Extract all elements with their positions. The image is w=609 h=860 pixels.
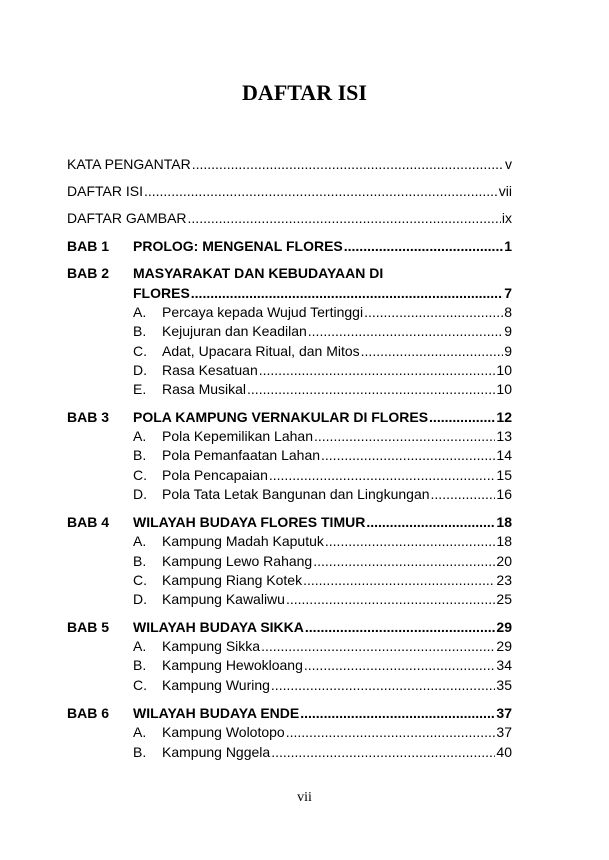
section-page: 15: [496, 467, 512, 483]
chapter-title: POLA KAMPUNG VERNAKULAR DI FLORES: [133, 409, 429, 425]
leader-dots: [314, 427, 495, 445]
toc-section[interactable]: [162, 446, 512, 464]
leader-dots: [192, 155, 504, 173]
section-letter: A.: [133, 724, 147, 740]
chapter-page: 12: [496, 409, 512, 425]
section-letter: C.: [133, 467, 147, 483]
toc-section[interactable]: [162, 380, 512, 398]
toc-section[interactable]: [162, 303, 512, 321]
section-title: Pola Pencapaian: [162, 467, 268, 483]
chapter-code: BAB 6: [67, 705, 110, 721]
chapter-title-line1[interactable]: MASYARAKAT DAN KEBUDAYAAN DI: [133, 265, 384, 281]
toc-chapter-5[interactable]: [133, 618, 512, 636]
toc-section[interactable]: [162, 361, 512, 379]
leader-dots: [271, 676, 496, 694]
section-page: 35: [496, 677, 512, 693]
leader-dots: [269, 466, 496, 484]
leader-dots: [321, 446, 495, 464]
section-page: 40: [496, 744, 512, 760]
section-title: Pola Tata Letak Bangunan dan Lingkungan: [162, 486, 430, 502]
toc-section[interactable]: [162, 466, 512, 484]
leader-dots: [247, 380, 495, 398]
chapter-code: BAB 3: [67, 409, 110, 425]
section-page: 13: [496, 428, 512, 444]
section-title: Adat, Upacara Ritual, dan Mitos: [162, 343, 360, 359]
toc-entry-daftar-isi[interactable]: [67, 182, 512, 200]
leader-dots: [305, 618, 496, 636]
leader-dots: [364, 303, 503, 321]
toc-entry-label: DAFTAR GAMBAR: [67, 210, 187, 226]
section-page: 9: [504, 343, 512, 359]
toc-section[interactable]: [162, 590, 512, 608]
leader-dots: [286, 590, 495, 608]
chapter-title: WILAYAH BUDAYA SIKKA: [133, 619, 304, 635]
section-letter: A.: [133, 638, 147, 654]
toc-entry-label: DAFTAR ISI: [67, 183, 143, 199]
leader-dots: [286, 723, 496, 741]
toc-chapter-4[interactable]: [133, 513, 512, 531]
section-title: Kampung Riang Kotek: [162, 572, 303, 588]
leader-dots: [308, 322, 503, 340]
leader-dots: [300, 704, 495, 722]
section-letter: D.: [133, 486, 147, 502]
toc-section[interactable]: [162, 322, 512, 340]
section-letter: D.: [133, 362, 147, 378]
leader-dots: [191, 284, 503, 302]
toc-section[interactable]: [162, 485, 512, 503]
toc-section[interactable]: [162, 637, 512, 655]
chapter-title: WILAYAH BUDAYA FLORES TIMUR: [133, 514, 366, 530]
leader-dots: [361, 342, 504, 360]
section-page: 10: [496, 362, 512, 378]
section-page: 9: [504, 323, 512, 339]
section-title: Kejujuran dan Keadilan: [162, 323, 307, 339]
section-title: Percaya kepada Wujud Tertinggi: [162, 304, 364, 320]
toc-entry-label: KATA PENGANTAR: [67, 156, 191, 172]
chapter-page: 29: [496, 619, 512, 635]
section-title: Kampung Kawaliwu: [162, 591, 285, 607]
toc-entry-page: v: [505, 156, 512, 172]
leader-dots: [429, 408, 495, 426]
page-title: DAFTAR ISI: [242, 80, 367, 105]
chapter-code: BAB 1: [67, 238, 110, 254]
chapter-page: 1: [504, 238, 512, 254]
chapter-code: BAB 4: [67, 514, 110, 530]
toc-section[interactable]: [162, 342, 512, 360]
chapter-title: PROLOG: MENGENAL FLORES: [133, 238, 343, 254]
section-letter: B.: [133, 553, 147, 569]
toc-entry-page: vii: [498, 183, 512, 199]
chapter-page: 37: [496, 705, 512, 721]
section-page: 23: [496, 572, 512, 588]
section-page: 18: [496, 533, 512, 549]
section-title: Kampung Wolotopo: [162, 724, 285, 740]
leader-dots: [303, 571, 495, 589]
section-page: 8: [504, 304, 512, 320]
toc-section[interactable]: [162, 552, 512, 570]
section-title: Rasa Kesatuan: [162, 362, 258, 378]
section-title: Pola Kepemilikan Lahan: [162, 428, 313, 444]
toc-chapter-2[interactable]: [133, 284, 512, 302]
section-letter: E.: [133, 381, 147, 397]
leader-dots: [271, 743, 495, 761]
leader-dots: [259, 361, 496, 379]
section-letter: B.: [133, 657, 147, 673]
toc-section[interactable]: [162, 723, 512, 741]
toc-section[interactable]: [162, 676, 512, 694]
chapter-code: BAB 2: [67, 265, 110, 281]
toc-section[interactable]: [162, 656, 512, 674]
section-page: 10: [496, 381, 512, 397]
chapter-page: 7: [504, 285, 512, 301]
leader-dots: [366, 513, 495, 531]
toc-entry-kata-pengantar[interactable]: [67, 155, 512, 173]
section-letter: C.: [133, 343, 147, 359]
leader-dots: [304, 656, 496, 674]
section-letter: A.: [133, 304, 147, 320]
section-title: Kampung Hewokloang: [162, 657, 303, 673]
section-letter: B.: [133, 323, 147, 339]
section-title: Rasa Musikal: [162, 381, 247, 397]
section-title: Kampung Nggela: [162, 744, 271, 760]
section-title: Kampung Sikka: [162, 638, 261, 654]
section-page: 16: [496, 486, 512, 502]
section-page: 20: [496, 553, 512, 569]
chapter-code: BAB 5: [67, 619, 110, 635]
section-title: Kampung Madah Kaputuk: [162, 533, 324, 549]
section-letter: D.: [133, 591, 147, 607]
leader-dots: [188, 209, 501, 227]
toc-section[interactable]: [162, 532, 512, 550]
chapter-title: WILAYAH BUDAYA ENDE: [133, 705, 300, 721]
section-title: Pola Pemanfaatan Lahan: [162, 447, 321, 463]
section-letter: C.: [133, 677, 147, 693]
leader-dots: [431, 485, 496, 503]
leader-dots: [144, 182, 498, 200]
section-title: Kampung Wuring: [162, 677, 270, 693]
leader-dots: [344, 237, 503, 255]
section-letter: A.: [133, 428, 147, 444]
page-number: vii: [297, 790, 312, 805]
toc-entry-page: ix: [501, 210, 512, 226]
section-letter: B.: [133, 744, 147, 760]
toc-section[interactable]: [162, 427, 512, 445]
leader-dots: [313, 552, 495, 570]
toc-chapter-6[interactable]: [133, 704, 512, 722]
section-letter: A.: [133, 533, 147, 549]
chapter-page: 18: [496, 514, 512, 530]
toc-entry-daftar-gambar[interactable]: [67, 209, 512, 227]
toc-chapter-1[interactable]: [133, 237, 512, 255]
section-page: 37: [496, 724, 512, 740]
toc-chapter-3[interactable]: [133, 408, 512, 426]
leader-dots: [325, 532, 496, 550]
leader-dots: [261, 637, 495, 655]
toc-section[interactable]: [162, 743, 512, 761]
section-letter: B.: [133, 447, 147, 463]
section-page: 34: [496, 657, 512, 673]
toc-section[interactable]: [162, 571, 512, 589]
chapter-title-line2: FLORES: [133, 285, 190, 301]
section-page: 29: [496, 638, 512, 654]
section-page: 25: [496, 591, 512, 607]
section-title: Kampung Lewo Rahang: [162, 553, 313, 569]
section-page: 14: [496, 447, 512, 463]
section-letter: C.: [133, 572, 147, 588]
